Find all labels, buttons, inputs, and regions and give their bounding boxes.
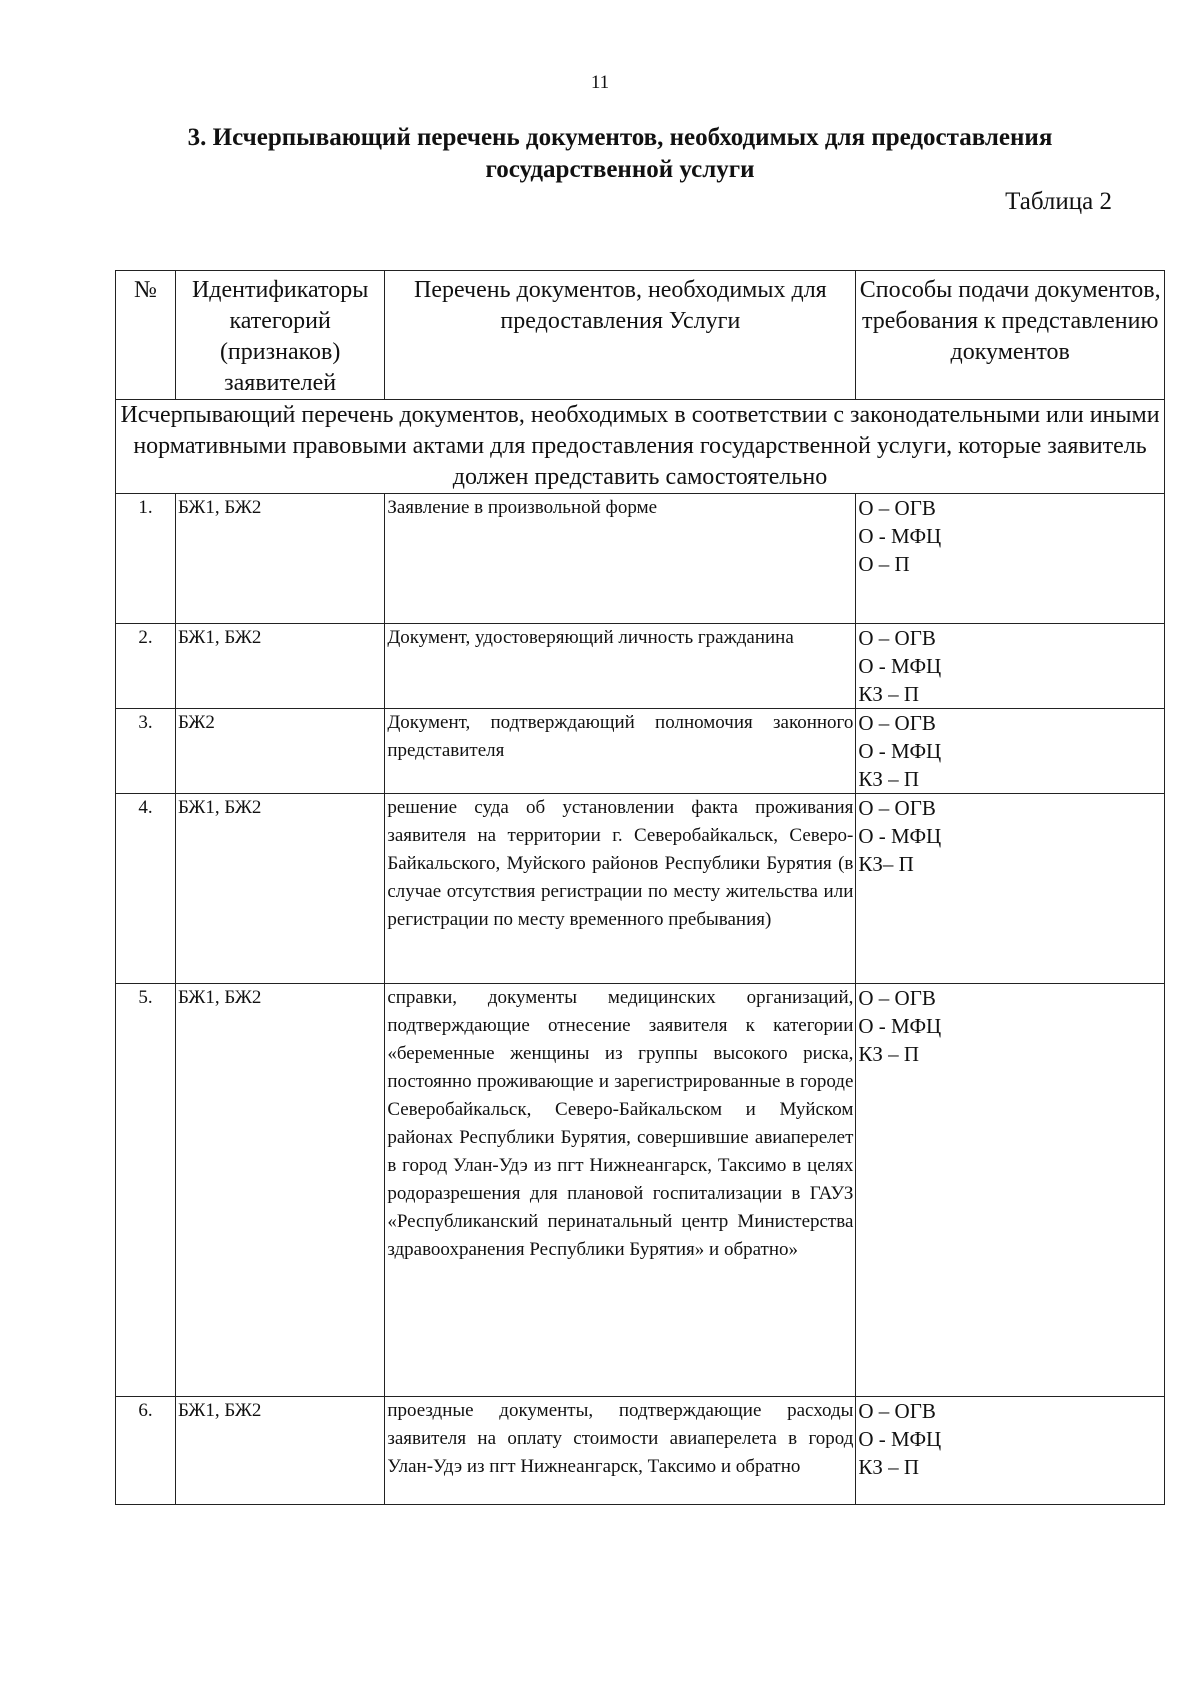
row-number: 5. <box>116 984 176 1397</box>
row-applicant-ids: БЖ1, БЖ2 <box>175 624 384 709</box>
table-row <box>116 984 1165 1397</box>
submission-method: О - МФЦ <box>858 824 942 848</box>
submission-method: О - МФЦ <box>858 1427 942 1451</box>
row-submission-methods <box>856 794 1165 984</box>
row-applicant-ids: БЖ1, БЖ2 <box>175 1397 384 1505</box>
section-row <box>116 400 1165 494</box>
submission-method: О – ОГВ <box>858 1399 936 1423</box>
table-row <box>116 709 1165 794</box>
submission-method: КЗ – П <box>858 1455 920 1479</box>
submission-method: О – ОГВ <box>858 496 936 520</box>
submission-method: О - МФЦ <box>858 654 942 678</box>
row-document: Документ, удостоверяющий личность гражданина <box>385 624 856 709</box>
table-row <box>116 1397 1165 1505</box>
row-applicant-ids: БЖ1, БЖ2 <box>175 984 384 1397</box>
table-row <box>116 794 1165 984</box>
row-document: справки, документы медицинских организаций, подтверждающие отнесение заявителя к категории «беременные женщины из группы высокого риска, постоянно проживающие и зарегистрированные в городе Северобайкальск, Северо-Байкальском и Муйском районах Республики Бурятия, совершившие авиаперелет в город Улан-Удэ из пгт Нижнеангарск, Таксимо в целях родоразрешения для плановой госпитализации в ГАУЗ «Республиканский перинатальный центр Министерства здравоохранения Республики Бурятия» и обратно» <box>385 984 856 1397</box>
row-document: Документ, подтверждающий полномочия законного представителя <box>385 709 856 794</box>
row-applicant-ids: БЖ1, БЖ2 <box>175 494 384 624</box>
submission-method: О - МФЦ <box>858 524 942 548</box>
table-row <box>116 624 1165 709</box>
row-submission-methods <box>856 624 1165 709</box>
header-number: № <box>116 271 176 400</box>
header-applicant-ids: Идентификаторы категорий (признаков) заявителей <box>175 271 384 400</box>
row-number: 2. <box>116 624 176 709</box>
row-document: Заявление в произвольной форме <box>385 494 856 624</box>
header-document-list: Перечень документов, необходимых для предоставления Услуги <box>385 271 856 400</box>
row-number: 4. <box>116 794 176 984</box>
submission-method: О – ОГВ <box>858 796 936 820</box>
row-submission-methods <box>856 709 1165 794</box>
header-submission-methods: Способы подачи документов, требования к представлению документов <box>856 271 1165 400</box>
submission-method: КЗ – П <box>858 767 920 791</box>
submission-method: О – ОГВ <box>858 711 936 735</box>
table-header-row <box>116 271 1165 400</box>
row-document: решение суда об установлении факта проживания заявителя на территории г. Северобайкальск, Северо-Байкальского, Муйского районов Республики Бурятия (в случае отсутствия регистрации по месту жительства или регистрации по месту временного пребывания) <box>385 794 856 984</box>
row-document: проездные документы, подтверждающие расходы заявителя на оплату стоимости авиаперелета в город Улан-Удэ из пгт Нижнеангарск, Таксимо и обратно <box>385 1397 856 1505</box>
submission-method: О - МФЦ <box>858 739 942 763</box>
table-caption: Таблица 2 <box>1005 188 1112 215</box>
row-submission-methods <box>856 984 1165 1397</box>
row-number: 6. <box>116 1397 176 1505</box>
row-applicant-ids: БЖ2 <box>175 709 384 794</box>
submission-method: О – ОГВ <box>858 986 936 1010</box>
documents-table <box>115 270 1165 1505</box>
row-applicant-ids: БЖ1, БЖ2 <box>175 794 384 984</box>
submission-method: О – ОГВ <box>858 626 936 650</box>
section-heading: 3. Исчерпывающий перечень документов, необходимых для предоставления государственной услуги <box>187 124 1053 183</box>
section-title: Исчерпывающий перечень документов, необходимых в соответствии с законодательными или иными нормативными правовыми актами для предоставления государственной услуги, которые заявитель должен представить самостоятельно <box>116 400 1165 494</box>
submission-method: О - МФЦ <box>858 1014 942 1038</box>
row-number: 3. <box>116 709 176 794</box>
row-submission-methods <box>856 1397 1165 1505</box>
submission-method: КЗ– П <box>858 852 914 876</box>
row-submission-methods <box>856 494 1165 624</box>
page-number: 11 <box>590 72 610 93</box>
submission-method: КЗ – П <box>858 1042 920 1066</box>
submission-method: О – П <box>858 552 910 576</box>
row-number: 1. <box>116 494 176 624</box>
submission-method: КЗ – П <box>858 682 920 706</box>
table-row <box>116 494 1165 624</box>
